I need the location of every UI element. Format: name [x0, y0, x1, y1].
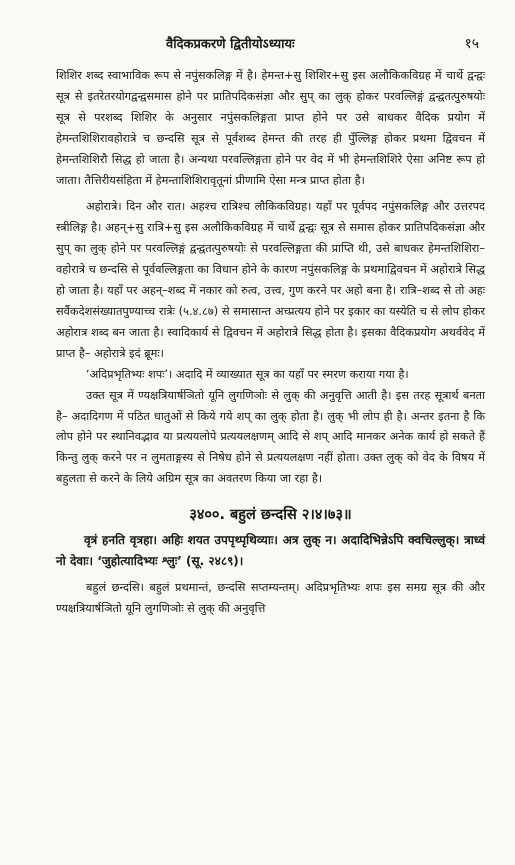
page-number: १५	[464, 36, 479, 52]
page-header	[56, 34, 485, 54]
paragraph-bahulam: बहुलं छन्दसि। बहुलं प्रथमान्तं, छन्दसि सप्तम्यन्तम्। अदिप्रभृतिभ्यः शपः इस समग्र सूत्र की और ण्यक्षत्रियार्षञितो यूनि लुगणिञोः से लुक् की अनुवृत्ति	[56, 580, 485, 615]
paragraph-ahoratre: अहोरात्रे। दिन और रात। अहश्च रात्रिश्च लौकिकविग्रह। यहाँ पर पूर्वपद नपुंसकलिङ्ग और उत्तरपद स्त्रीलिङ्ग है। अहन्+सु रात्रि+सु इस अलौकिकविग्रह में चार्थे द्वन्द्वः सूत्र से समास होकर प्रातिपदिकसंज्ञा और सुप् का लुक् होने पर परवल्लिङ्गं द्वन्द्वतत्पुरुषयोः से परवल्लिङ्गता की प्राप्ति थी, उसे बाधकर हेमन्तशिशिरा–वहोरात्रे च छन्दसि से पूर्ववल्लिङ्गता का विधान होने के कारण नपुंसकलिङ्ग के प्रथमाद्विवचन में अहोरात्रे सिद्ध हो जाता है। यहाँ पर अहन्–शब्द में नकार को रुत्व, उत्त्व, गुण करने पर अहो बना है। रात्रि–शब्द से तो अहः सर्वैकदेशसंख्यातपुण्याच्च रात्रेः (५.४.८७) से समासान्त अच्प्रत्यय होने पर इकार का यस्येति च से लोप होकर अहोरात्र शब्द बन जाता है। स्वादिकार्य से द्विवचन में अहोरात्रे सिद्ध होता है। इसका वैदिकप्रयोग अथर्ववेद में प्राप्त है– अहोरात्रे इदं ब्रूमः।	[56, 200, 485, 360]
running-title: वैदिकप्रकरणे द्वितीयोऽध्यायः	[166, 37, 295, 52]
paragraph-shishira: शिशिर शब्द स्वाभाविक रूप से नपुंसकलिङ्ग में है। हेमन्त+सु शिशिर+सु इस अलौकिकविग्रह में चार्थे द्वन्द्वः सूत्र से इतरेतरयोगद्वन्द्वसमास होने पर प्रातिपदिकसंज्ञा और सुप् का लुक् होकर परवल्लिङ्गं द्वन्द्वतत्पुरुषयोः सूत्र से परशब्द शिशिर के अनुसार नपुंसकलिङ्गता प्राप्त होने पर उसे बाधकर वैदिक प्रयोग में हेमन्तशिशिरावहोरात्रे च छन्दसि सूत्र से पूर्वशब्द हेमन्त की तरह ही पुँल्लिङ्ग होकर प्रथमा द्विवचन में हेमन्तशिशिरौ सिद्ध हो जाता है। अन्यथा परवल्लिङ्गता होने पर वेद में भी हेमन्तशिशिरे ऐसा अनिष्ट रूप हो जाता। तैत्तिरीयसंहिता में हेमन्ताशिशिरावृतूनां प्रीणामि ऐसा मन्त्र प्राप्त होता है।	[56, 69, 485, 187]
sutra-examples: वृत्रं हनति वृत्रहा। अहिः शयत उपपृथ्पृथिव्याः। अत्र लुक् न। अदादिभिन्नेऽपि क्वचिल्लुक्। त्राध्वं नो देवाः। ‘जुहोत्यादिभ्यः श्लुः’ (सू. २४८९)।	[56, 533, 485, 569]
paragraph-anuvritti: उक्त सूत्र में ण्यक्षत्रियार्षञितो यूनि लुगणिञोः से लुक् की अनुवृत्ति आती है। इस तरह सूत्रार्थ बनता है– अदादिगण में पठित धातुओं से किये गये शप् का लुक् होता है। लुक् भी लोप ही है। अन्तर इतना है कि लोप होने पर स्थानिवद्भाव या प्रत्ययलोपे प्रत्ययलक्षणम् आदि से शप् आदि मानकर अनेक कार्य हो सकते हैं किन्तु लुक् करने पर न लुमताङ्गस्य से निषेध होने से प्रत्ययलक्षण नहीं होता। उक्त लुक् को वेद के विषय में बहुलता से करने के लिये अग्रिम सूत्र का अवतरण किया जा रहा है।	[56, 388, 485, 486]
paragraph-adiprabhriti: ‘अदिप्रभृतिभ्यः शपः’। अदादि में व्याख्यात सूत्र का यहाँ पर स्मरण कराया गया है।	[86, 367, 409, 381]
page-body	[56, 66, 485, 620]
sutra-heading: ३४००. बहुलं छन्दसि २।४।७३॥	[189, 507, 352, 524]
